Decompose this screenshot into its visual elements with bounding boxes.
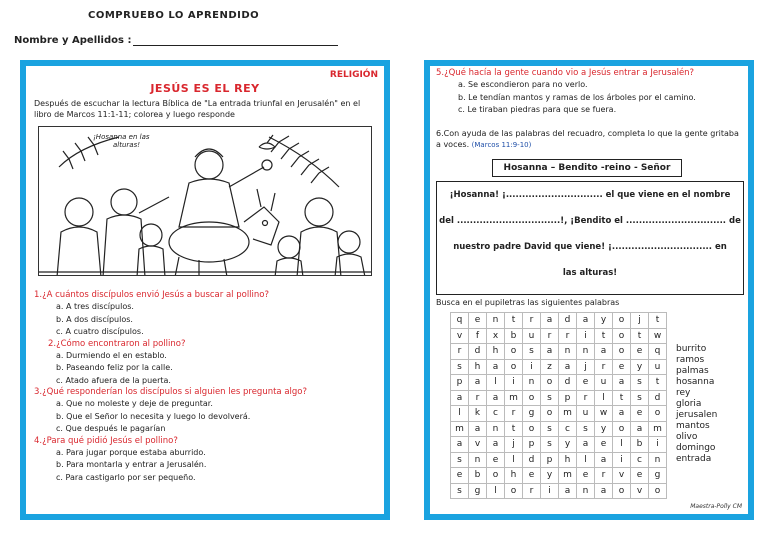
grid-cell[interactable]: e (631, 468, 649, 484)
grid-cell[interactable]: p (451, 375, 469, 391)
grid-cell[interactable]: d (559, 375, 577, 391)
grid-cell[interactable]: l (505, 452, 523, 468)
grid-cell[interactable]: f (469, 328, 487, 344)
right-panel-inner (430, 66, 748, 514)
grid-cell[interactable]: o (487, 468, 505, 484)
grid-cell[interactable]: h (505, 468, 523, 484)
grid-cell[interactable]: m (559, 468, 577, 484)
illustration-caption (93, 133, 150, 149)
questions-left (34, 290, 378, 484)
grid-cell[interactable]: i (505, 375, 523, 391)
grid-cell[interactable]: o (613, 313, 631, 329)
q5-option-c[interactable]: c. Le tiraban piedras para que se fuera. (458, 105, 617, 114)
grid-cell[interactable]: l (577, 452, 595, 468)
grid-cell[interactable]: a (541, 313, 559, 329)
word-list-item: hosanna (676, 377, 715, 387)
grid-cell[interactable]: e (631, 344, 649, 360)
grid-cell[interactable]: l (451, 406, 469, 422)
question-6-text: 6.Con ayuda de las palabras del recuadro, completa lo que la gente gritaba a voces. (436, 129, 739, 149)
word-list-item: entrada (676, 454, 712, 464)
grid-cell[interactable]: n (577, 483, 595, 499)
caption-line-1: ¡Hosanna en las (93, 133, 150, 141)
grid-cell[interactable]: g (469, 483, 487, 499)
grid-row (451, 406, 667, 422)
grid-cell[interactable]: e (595, 437, 613, 453)
name-field-row (14, 35, 338, 46)
grid-cell[interactable]: b (505, 328, 523, 344)
q1-option-a[interactable]: a. A tres discípulos. (56, 302, 134, 311)
grid-cell[interactable]: l (595, 390, 613, 406)
grid-cell[interactable]: d (469, 344, 487, 360)
word-list-item: gloria (676, 399, 702, 409)
question-6 (436, 128, 742, 151)
grid-cell[interactable]: e (613, 359, 631, 375)
grid-cell[interactable]: g (649, 468, 667, 484)
grid-cell[interactable]: m (649, 421, 667, 437)
grid-row (451, 437, 667, 453)
q1-option-b[interactable]: b. A dos discípulos. (56, 314, 133, 324)
grid-cell[interactable]: l (613, 437, 631, 453)
q4-option-c[interactable]: c. Para castigarlo por ser pequeño. (56, 472, 196, 482)
grid-cell[interactable]: a (595, 452, 613, 468)
grid-cell[interactable]: u (523, 328, 541, 344)
grid-cell[interactable]: j (631, 313, 649, 329)
grid-cell[interactable]: s (451, 483, 469, 499)
grid-cell[interactable]: s (541, 437, 559, 453)
grid-row (451, 483, 667, 499)
grid-row (451, 313, 667, 329)
grid-cell[interactable]: o (523, 390, 541, 406)
q2-option-c[interactable]: c. Atado afuera de la puerta. (56, 375, 171, 385)
grid-cell[interactable]: n (487, 421, 505, 437)
grid-cell[interactable]: r (541, 328, 559, 344)
grid-cell[interactable]: c (487, 406, 505, 422)
word-list-item: domingo (676, 443, 716, 453)
grid-cell[interactable]: a (613, 375, 631, 391)
grid-row (451, 375, 667, 391)
question-1: 1.¿A cuántos discípulos envió Jesús a buscar al pollino? (34, 290, 269, 300)
q4-option-b[interactable]: b. Para montarla y entrar a Jerusalén. (56, 460, 207, 469)
q2-option-b[interactable]: b. Paseando feliz por la calle. (56, 363, 173, 372)
grid-cell[interactable]: o (523, 421, 541, 437)
question-4: 4.¿Para qué pidió Jesús el pollino? (34, 435, 178, 446)
grid-cell[interactable]: e (577, 468, 595, 484)
grid-cell[interactable]: u (595, 375, 613, 391)
grid-cell[interactable]: i (541, 483, 559, 499)
grid-cell[interactable]: o (505, 344, 523, 360)
grid-cell[interactable]: p (541, 452, 559, 468)
grid-cell[interactable]: v (469, 437, 487, 453)
name-label: Nombre y Apellidos : (14, 35, 132, 46)
word-search-grid[interactable] (450, 312, 667, 499)
grid-row (451, 390, 667, 406)
q3-option-c[interactable]: c. Que después le pagarían (56, 424, 166, 433)
grid-cell[interactable]: j (577, 359, 595, 375)
grid-cell[interactable]: v (451, 328, 469, 344)
question-3: 3.¿Qué responderían los discípulos si alguien les pregunta algo? (34, 387, 308, 397)
fill-line-4: las alturas! (562, 268, 618, 278)
fill-line-1[interactable]: ¡Hosanna! ¡.............................. el que viene en el nombre (449, 190, 731, 200)
word-list-item: ramos (676, 355, 705, 365)
worksheet-title: COMPRUEBO LO APRENDIDO (88, 10, 260, 21)
caption-line-2: alturas! (113, 141, 141, 149)
grid-cell[interactable]: u (649, 359, 667, 375)
grid-cell[interactable]: a (595, 483, 613, 499)
grid-cell[interactable]: q (649, 344, 667, 360)
grid-cell[interactable]: y (595, 421, 613, 437)
grid-row (451, 468, 667, 484)
grid-cell[interactable]: r (577, 390, 595, 406)
grid-cell[interactable]: x (487, 328, 505, 344)
coloring-illustration[interactable] (38, 126, 372, 276)
name-line[interactable] (133, 36, 338, 46)
grid-cell[interactable]: t (505, 421, 523, 437)
grid-cell[interactable]: a (451, 390, 469, 406)
grid-cell[interactable]: r (523, 483, 541, 499)
fill-line-2[interactable]: del ................................!, ¡Bendito el ............................... de (439, 216, 741, 226)
grid-cell[interactable]: t (505, 313, 523, 329)
grid-cell[interactable]: b (469, 468, 487, 484)
grid-cell[interactable]: s (631, 375, 649, 391)
word-list-item: olivo (676, 432, 698, 442)
grid-cell[interactable]: g (523, 406, 541, 422)
grid-cell[interactable]: m (451, 421, 469, 437)
grid-cell[interactable]: a (559, 483, 577, 499)
left-panel (20, 60, 390, 520)
grid-cell[interactable]: s (577, 421, 595, 437)
grid-cell[interactable]: r (451, 344, 469, 360)
q5-option-a[interactable]: a. Se escondieron para no verlo. (458, 80, 588, 89)
grid-cell[interactable]: d (523, 452, 541, 468)
word-bank: Hosanna – Bendito -reino - Señor (492, 159, 682, 177)
right-panel (424, 60, 754, 520)
grid-cell[interactable]: o (649, 406, 667, 422)
grid-cell[interactable]: a (559, 359, 577, 375)
grid-cell[interactable]: q (451, 313, 469, 329)
q4-option-a[interactable]: a. Para jugar porque estaba aburrido. (56, 447, 206, 457)
grid-cell[interactable]: n (577, 344, 595, 360)
q3-option-a[interactable]: a. Que no moleste y deje de preguntar. (56, 399, 213, 408)
grid-cell[interactable]: e (469, 313, 487, 329)
grid-cell[interactable]: i (577, 328, 595, 344)
grid-cell[interactable]: h (469, 359, 487, 375)
grid-cell[interactable]: e (487, 452, 505, 468)
grid-cell[interactable]: a (577, 313, 595, 329)
grid-cell[interactable]: s (541, 390, 559, 406)
grid-cell[interactable]: o (649, 483, 667, 499)
grid-cell[interactable]: a (595, 344, 613, 360)
grid-row (451, 328, 667, 344)
grid-cell[interactable]: c (559, 421, 577, 437)
grid-cell[interactable]: n (469, 452, 487, 468)
grid-cell[interactable]: k (469, 406, 487, 422)
grid-cell[interactable]: o (613, 344, 631, 360)
grid-cell[interactable]: n (559, 344, 577, 360)
grid-cell[interactable]: p (523, 437, 541, 453)
q2-option-a[interactable]: a. Durmiendo el en establo. (56, 350, 167, 360)
grid-cell[interactable]: e (523, 468, 541, 484)
grid-cell[interactable]: h (487, 344, 505, 360)
q3-option-b[interactable]: b. Que el Señor lo necesita y luego lo devolverá. (56, 411, 251, 421)
grid-cell[interactable]: t (649, 375, 667, 391)
grid-cell[interactable]: z (541, 359, 559, 375)
grid-cell[interactable]: r (523, 313, 541, 329)
grid-cell[interactable]: b (631, 437, 649, 453)
grid-cell[interactable]: w (649, 328, 667, 344)
grid-cell[interactable]: m (559, 406, 577, 422)
subject-label: RELIGIÓN (329, 70, 378, 80)
grid-cell[interactable]: r (469, 390, 487, 406)
grid-cell[interactable]: h (559, 452, 577, 468)
grid-cell[interactable]: o (505, 483, 523, 499)
q5-option-b[interactable]: b. Le tendían mantos y ramas de los árboles por el camino. (458, 92, 696, 102)
grid-cell[interactable]: t (649, 313, 667, 329)
word-list-item: jerusalen (676, 410, 718, 420)
grid-cell[interactable]: y (541, 468, 559, 484)
grid-cell[interactable]: a (487, 390, 505, 406)
grid-cell[interactable]: d (559, 313, 577, 329)
grid-cell[interactable]: a (631, 421, 649, 437)
grid-cell[interactable]: n (649, 452, 667, 468)
grid-cell[interactable]: i (523, 359, 541, 375)
grid-cell[interactable]: o (541, 375, 559, 391)
question-5-block (436, 68, 744, 117)
grid-cell[interactable]: t (613, 390, 631, 406)
grid-cell[interactable]: p (559, 390, 577, 406)
grid-cell[interactable]: y (631, 359, 649, 375)
fill-in-box[interactable] (436, 181, 744, 295)
lesson-title: JESÚS ES EL REY (150, 82, 260, 95)
question-2: 2.¿Cómo encontraron al pollino? (48, 338, 186, 349)
grid-row (451, 421, 667, 437)
word-search-list (676, 344, 717, 465)
grid-cell[interactable]: s (541, 421, 559, 437)
grid-cell[interactable]: v (631, 483, 649, 499)
grid-cell[interactable]: a (613, 406, 631, 422)
grid-cell[interactable]: a (577, 437, 595, 453)
grid-cell[interactable]: r (595, 468, 613, 484)
grid-cell[interactable]: c (631, 452, 649, 468)
grid-cell[interactable]: n (487, 313, 505, 329)
grid-cell[interactable]: r (505, 406, 523, 422)
word-list-item: rey (676, 388, 691, 398)
grid-cell[interactable]: a (487, 437, 505, 453)
grid-cell[interactable]: o (505, 359, 523, 375)
triumphal-entry-drawing (39, 127, 372, 276)
grid-cell[interactable]: u (577, 406, 595, 422)
grid-cell[interactable]: t (595, 328, 613, 344)
lesson-intro: Después de escuchar la lectura Bíblica de "La entrada triunfal en Jerusalén" en el libro de Marcos 11:1-11; colorea y luego responde (34, 99, 361, 119)
grid-cell[interactable]: j (505, 437, 523, 453)
grid-cell[interactable]: y (595, 313, 613, 329)
grid-row (451, 452, 667, 468)
word-list-item: palmas (676, 366, 709, 376)
grid-cell[interactable]: e (577, 375, 595, 391)
grid-cell[interactable]: a (469, 421, 487, 437)
grid-cell[interactable]: o (541, 406, 559, 422)
grid-cell[interactable]: i (649, 437, 667, 453)
grid-cell[interactable]: a (487, 359, 505, 375)
grid-cell[interactable]: s (451, 359, 469, 375)
left-panel-inner (26, 66, 384, 514)
grid-cell[interactable]: l (487, 483, 505, 499)
grid-cell[interactable]: a (451, 437, 469, 453)
grid-cell[interactable]: e (631, 406, 649, 422)
grid-cell[interactable]: d (649, 390, 667, 406)
question-5: 5.¿Qué hacía la gente cuando vio a Jesús entrar a Jerusalén? (436, 68, 695, 78)
grid-row (451, 359, 667, 375)
word-list-item: mantos (676, 421, 710, 431)
grid-cell[interactable]: w (595, 406, 613, 422)
q1-option-c[interactable]: c. A cuatro discípulos. (56, 327, 144, 336)
fill-line-3[interactable]: nuestro padre David que viene! ¡............................... en (453, 242, 727, 252)
grid-row (451, 344, 667, 360)
word-list-item: burrito (676, 344, 707, 354)
grid-cell[interactable]: a (541, 344, 559, 360)
grid-cell[interactable]: s (631, 390, 649, 406)
author-signature: Maestra-Polly CM (690, 503, 742, 510)
grid-cell[interactable]: i (613, 452, 631, 468)
grid-cell[interactable]: a (469, 375, 487, 391)
grid-cell[interactable]: m (505, 390, 523, 406)
grid-cell[interactable]: s (523, 344, 541, 360)
grid-cell[interactable]: e (451, 468, 469, 484)
grid-cell[interactable]: o (613, 483, 631, 499)
question-6-reference: (Marcos 11:9-10) (471, 141, 532, 149)
word-search-instructions: Busca en el pupiletras las siguientes palabras (436, 298, 620, 307)
grid-cell[interactable]: v (613, 468, 631, 484)
grid-cell[interactable]: r (559, 328, 577, 344)
grid-cell[interactable]: l (487, 375, 505, 391)
grid-cell[interactable]: o (613, 328, 631, 344)
grid-cell[interactable]: n (523, 375, 541, 391)
grid-cell[interactable]: y (559, 437, 577, 453)
grid-cell[interactable]: r (595, 359, 613, 375)
grid-cell[interactable]: t (631, 328, 649, 344)
grid-cell[interactable]: s (451, 452, 469, 468)
grid-cell[interactable]: o (613, 421, 631, 437)
